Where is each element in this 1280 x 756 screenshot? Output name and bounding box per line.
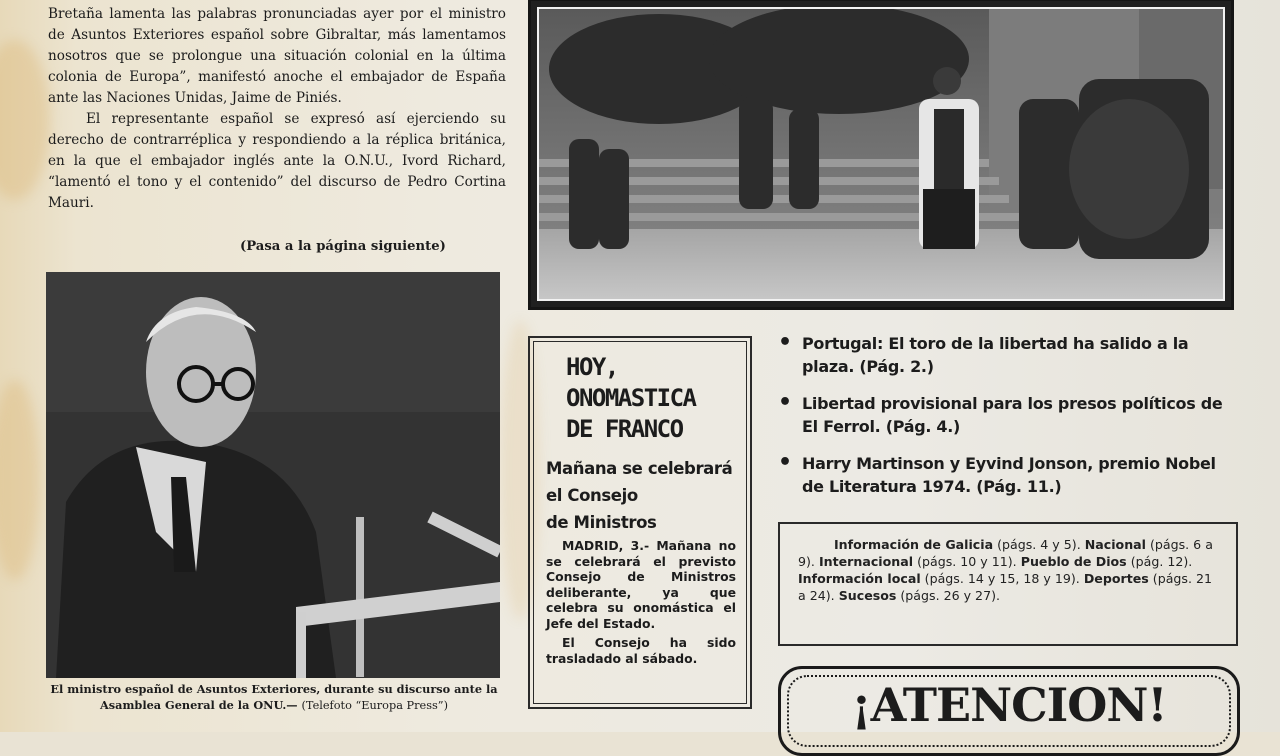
- procession-photo: [528, 0, 1234, 310]
- hoy-headline-line: DE FRANCO: [566, 415, 683, 443]
- hoy-headline-line: HOY,: [566, 353, 618, 381]
- paper-stain: [0, 380, 40, 580]
- hoy-body: [546, 538, 736, 666]
- continue-next-page: (Pasa a la página siguiente): [240, 239, 446, 254]
- index-section-pages: (págs. 21 a 24).: [798, 571, 1212, 603]
- minister-photo-image: [46, 272, 500, 678]
- headline-item: • Libertad provisional para los presos políticos de El Ferrol. (Pág. 4.): [778, 392, 1240, 438]
- headline-item: • Portugal: El toro de la libertad ha salido a la plaza. (Pág. 2.): [778, 332, 1240, 378]
- headlines-list: [778, 332, 1240, 512]
- index-section-pages: (págs. 6 a 9).: [798, 537, 1213, 569]
- hoy-subheadline-line: de Ministros: [546, 513, 657, 532]
- atencion-text: ¡ATENCION!: [851, 678, 1167, 732]
- photo-caption-text: El ministro español de Asuntos Exteriores, durante su discurso ante la Asamblea General de la ONU.—: [50, 682, 498, 712]
- hoy-body-paragraph-1: MADRID, 3.- Mañana no se celebrará el previsto Consejo de Ministros deliberante, ya que celebra su onomástica el Jefe del Estado.: [546, 538, 736, 631]
- index-section-pages: (págs. 26 y 27).: [900, 588, 1001, 603]
- minister-photo: [46, 272, 500, 678]
- franco-saint-day-box: [528, 336, 752, 709]
- sections-index-text: [798, 536, 1220, 604]
- procession-photo-image: [539, 9, 1225, 301]
- index-section-pages: (págs. 14 y 15, 18 y 19).: [924, 571, 1080, 586]
- photo-caption: [36, 681, 512, 714]
- paper-stain: [0, 40, 50, 200]
- index-section-label: Deportes: [1083, 571, 1149, 586]
- index-section-label: Sucesos: [838, 588, 897, 603]
- index-section-label: Información de Galicia: [834, 537, 994, 552]
- index-section-label: Pueblo de Dios: [1020, 554, 1127, 569]
- headline-item: • Harry Martinson y Eyvind Jonson, premio Nobel de Literatura 1974. (Pág. 11.): [778, 452, 1240, 498]
- sections-index: [778, 522, 1238, 646]
- atencion-banner: [778, 666, 1240, 756]
- index-section-label: Nacional: [1084, 537, 1146, 552]
- hoy-subheadline-line: Mañana se celebrará: [546, 459, 733, 478]
- hoy-headline-line: ONOMASTICA: [566, 384, 696, 412]
- hoy-subheadline: [546, 455, 736, 536]
- index-section-pages: (pág. 12).: [1130, 554, 1193, 569]
- article-paragraph-1: Bretaña lamenta las palabras pronunciadas ayer por el ministro de Asuntos Exteriores español sobre Gibraltar, más lamentamos nosotros que se prolongue una situación colonial en la última colonia de Europa”, manifestó anoche el embajador de España ante las Naciones Unidas, Jaime de Piniés.: [48, 6, 506, 106]
- article-paragraph-2: El representante español se expresó así ejerciendo su derecho de contrarréplica y respondiendo a la réplica británica, en la que el embajador inglés ante la O.N.U., Ivord Richard, “lamentó el tono y el contenido” del discurso de Pedro Cortina Mauri.: [48, 111, 506, 211]
- hoy-headline: [566, 352, 736, 445]
- index-section-label: Información local: [798, 571, 921, 586]
- index-section-pages: (págs. 4 y 5).: [997, 537, 1081, 552]
- index-section-pages: (págs. 10 y 11).: [917, 554, 1017, 569]
- photo-credit: (Telefoto “Europa Press”): [301, 699, 448, 712]
- hoy-body-paragraph-2: El Consejo ha sido trasladado al sábado.: [546, 635, 736, 666]
- hoy-subheadline-line: el Consejo: [546, 486, 638, 505]
- index-section-label: Internacional: [818, 554, 914, 569]
- gibraltar-article: [48, 4, 506, 214]
